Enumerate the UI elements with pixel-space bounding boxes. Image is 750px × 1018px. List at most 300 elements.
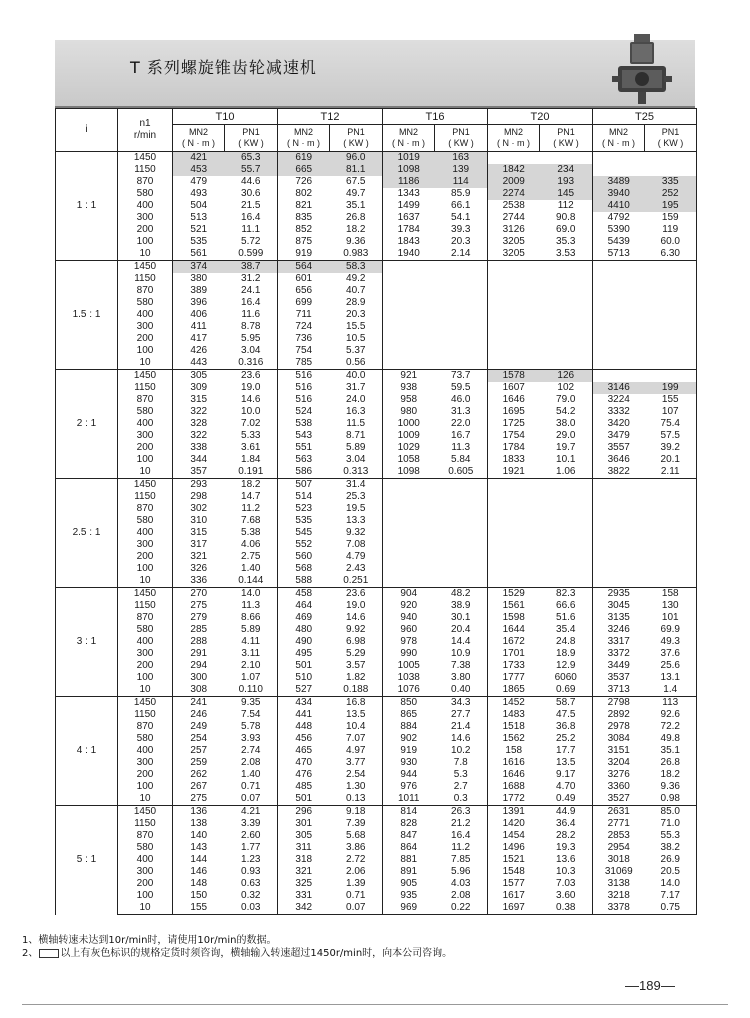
mn2-cell: 311 [278,842,330,854]
mn2-cell: 501 [278,660,330,672]
pn1-cell: 54.2 [556,406,576,417]
pn1-cell: 44.6 [241,176,261,187]
pn1-cell [540,479,593,492]
pn1-cell: 2.06 [346,866,366,877]
mn2-cell: 551 [278,442,330,454]
pn1-cell: 20.4 [451,624,471,635]
pn1-cell: 0.22 [435,902,488,915]
mn2-cell: 919 [278,248,330,261]
pn1-cell: 1.84 [241,454,261,465]
mn2-cell [593,551,645,563]
mn2-cell: 3557 [593,442,645,454]
n1-cell: 100 [118,345,173,357]
n1-cell: 870 [118,503,173,515]
n1-cell: 200 [118,878,173,890]
note-2-text: 以上有灰色标识的规格定货时须咨询，横轴输入转速超过1450r/min时，向本公司咨询。 [60,948,453,959]
pn1-cell [435,503,488,515]
mn2-cell [593,563,645,575]
table-row [56,563,697,575]
mn2-cell: 310 [173,515,225,527]
mn2-cell: 902 [383,733,435,745]
mn2-cell [488,479,540,492]
table-row [56,636,697,648]
pn1-cell: 18.2 [346,224,366,235]
pn1-cell: 51.6 [556,612,576,623]
n1-cell: 1150 [118,818,173,830]
ratio-cell: 3 : 1 [56,588,118,697]
table-row [56,224,697,236]
table-row [56,382,697,394]
mn2-cell: 5390 [593,224,645,236]
pn1-cell: 54.1 [451,212,471,223]
mn2-cell: 493 [173,188,225,200]
pn1-cell: 9.17 [556,769,576,780]
pn1-cell: 26.3 [435,806,488,819]
ratio-cell: 1.5 : 1 [56,261,118,370]
n1-cell: 100 [118,781,173,793]
table-row [56,297,697,309]
pn1-cell [540,309,593,321]
pn1-cell: 16.7 [451,430,471,441]
pn1-cell: 0.71 [241,781,261,792]
mn2-cell: 1499 [383,200,435,212]
pn1-cell: 10.9 [451,648,471,659]
pn1-cell: 3.53 [540,248,593,261]
mn2-cell: 150 [173,890,225,902]
mn2-cell: 158 [488,745,540,757]
mn2-cell: 321 [278,866,330,878]
mn2-cell: 516 [278,370,330,383]
pn1-cell: 139 [435,164,488,176]
mn2-cell: 3378 [593,902,645,915]
header-model-t25: T25 [593,109,697,125]
mn2-cell: 524 [278,406,330,418]
pn1-cell [540,491,593,503]
pn1-cell: 16.3 [346,406,366,417]
table-row [56,866,697,878]
table-row [56,466,697,479]
pn1-cell: 23.6 [225,370,278,383]
mn2-cell [488,539,540,551]
mn2-cell: 426 [173,345,225,357]
n1-cell: 1450 [118,697,173,710]
mn2-cell [383,285,435,297]
table-row [56,781,697,793]
pn1-cell: 3.93 [241,733,261,744]
pn1-cell: 37.6 [645,648,697,660]
pn1-cell [435,321,488,333]
mn2-cell: 1186 [383,176,435,188]
mn2-cell: 938 [383,382,435,394]
mn2-cell: 3713 [593,684,645,697]
pn1-cell: 9.32 [346,527,366,538]
table-row [56,902,697,915]
mn2-cell: 1646 [488,394,540,406]
pn1-cell: 17.7 [556,745,576,756]
n1-cell: 100 [118,236,173,248]
pn1-cell: 193 [540,176,593,188]
mn2-cell: 601 [278,273,330,285]
mn2-cell: 3317 [593,636,645,648]
n1-cell: 400 [118,527,173,539]
pn1-cell: 49.8 [645,733,697,745]
mn2-cell: 545 [278,527,330,539]
pn1-cell: 36.4 [556,818,576,829]
mn2-cell: 1843 [383,236,435,248]
mn2-cell: 2631 [593,806,645,819]
table-row [56,745,697,757]
pn1-cell: 14.0 [225,588,278,601]
pn1-cell: 7.85 [451,854,471,865]
n1-cell: 400 [118,418,173,430]
pn1-cell: 75.4 [645,418,697,430]
n1-cell: 870 [118,612,173,624]
pn1-cell: 4.97 [346,745,366,756]
mn2-cell: 561 [173,248,225,261]
pn1-cell: 5.72 [241,236,261,247]
mn2-cell: 305 [278,830,330,842]
mn2-cell: 275 [173,600,225,612]
pn1-cell: 21.5 [241,200,261,211]
mn2-cell: 262 [173,769,225,781]
mn2-cell: 1483 [488,709,540,721]
n1-cell: 1150 [118,273,173,285]
mn2-cell: 510 [278,672,330,684]
mn2-cell: 850 [383,697,435,710]
pn1-cell: 9.35 [225,697,278,710]
pn1-cell: 14.7 [241,491,261,502]
mn2-cell: 305 [173,370,225,383]
mn2-cell: 4410 [593,200,645,212]
mn2-cell [488,551,540,563]
pn1-cell: 21.2 [451,818,471,829]
pn1-cell: 2.14 [435,248,488,261]
pn1-cell: 5.89 [241,624,261,635]
pn1-cell: 31.7 [346,382,366,393]
mn2-cell: 300 [173,672,225,684]
pn1-cell: 25.2 [556,733,576,744]
table-row [56,164,697,176]
mn2-cell: 291 [173,648,225,660]
pn1-cell: 1.40 [241,769,261,780]
mn2-cell: 293 [173,479,225,492]
pn1-cell: 81.1 [330,164,383,176]
pn1-cell: 4.06 [241,539,261,550]
table-row [56,697,697,710]
pn1-cell: 1.77 [241,842,261,853]
pn1-cell: 113 [645,697,697,710]
mn2-cell: 479 [173,176,225,188]
pn1-cell: 7.03 [556,878,576,889]
page-number [625,978,675,993]
pn1-cell [540,527,593,539]
mn2-cell: 1921 [488,466,540,479]
pn1-cell [645,297,697,309]
mn2-cell [593,491,645,503]
mn2-cell: 960 [383,624,435,636]
n1-cell: 400 [118,745,173,757]
mn2-cell: 5439 [593,236,645,248]
mn2-cell: 1865 [488,684,540,697]
mn2-cell [383,563,435,575]
pn1-cell: 5.3 [453,769,468,780]
mn2-cell: 254 [173,733,225,745]
pn1-cell: 0.188 [330,684,383,697]
pn1-cell: 25.6 [645,660,697,672]
pn1-cell: 38.7 [225,261,278,274]
mn2-cell [593,164,645,176]
mn2-cell: 2935 [593,588,645,601]
pn1-cell: 16.4 [241,212,261,223]
pn1-cell: 234 [540,164,593,176]
mn2-cell: 1833 [488,454,540,466]
mn2-cell: 136 [173,806,225,819]
pn1-cell: 90.8 [556,212,576,223]
table-row [56,575,697,588]
n1-cell: 1150 [118,382,173,394]
header-pn1: PN1 ( KW ) [435,125,488,152]
mn2-cell [488,563,540,575]
pn1-cell: 24.8 [556,636,576,647]
mn2-cell: 1420 [488,818,540,830]
table-row [56,321,697,333]
mn2-cell [488,575,540,588]
pn1-cell: 5.96 [451,866,471,877]
mn2-cell: 275 [173,793,225,806]
n1-cell: 580 [118,406,173,418]
mn2-cell: 2798 [593,697,645,710]
mn2-cell: 3135 [593,612,645,624]
header-mn2: MN2 ( N · m ) [383,125,435,152]
mn2-cell [383,491,435,503]
pn1-cell: 67.5 [346,176,366,187]
ratio-cell: 1 : 1 [56,152,118,261]
pn1-cell: 22.0 [451,418,471,429]
table-row [56,357,697,370]
pn1-cell: 0.40 [435,684,488,697]
pn1-cell [435,479,488,492]
note-2-prefix: 2、 [22,948,39,959]
table-row [56,612,697,624]
table-row [56,479,697,492]
pn1-cell [435,345,488,357]
pn1-cell: 11.2 [241,503,261,514]
pn1-cell: 9.36 [645,781,697,793]
mn2-cell: 2538 [488,200,540,212]
mn2-cell: 2892 [593,709,645,721]
pn1-cell: 11.2 [451,842,471,853]
pn1-cell: 1.4 [645,684,697,697]
spec-table [55,108,697,915]
pn1-cell: 5.84 [451,454,471,465]
mn2-cell: 144 [173,854,225,866]
mn2-cell: 1521 [488,854,540,866]
pn1-cell: 7.39 [346,818,366,829]
n1-cell: 10 [118,575,173,588]
pn1-cell: 0.13 [330,793,383,806]
pn1-cell: 0.71 [346,890,366,901]
pn1-cell: 73.7 [435,370,488,383]
pn1-cell: 4.03 [451,878,471,889]
mn2-cell: 317 [173,539,225,551]
table-row [56,152,697,165]
mn2-cell: 2009 [488,176,540,188]
pn1-cell: 13.1 [645,672,697,684]
pn1-cell [645,479,697,492]
pn1-cell: 49.3 [645,636,697,648]
pn1-cell: 26.8 [645,757,697,769]
mn2-cell: 921 [383,370,435,383]
mn2-cell: 288 [173,636,225,648]
pn1-cell [645,357,697,370]
pn1-cell: 2.08 [241,757,261,768]
n1-cell: 200 [118,333,173,345]
pn1-cell: 1.07 [241,672,261,683]
mn2-cell [593,357,645,370]
pn1-cell: 14.6 [451,733,471,744]
mn2-cell [593,333,645,345]
mn2-cell: 257 [173,745,225,757]
page-number-value: 189 [639,978,661,993]
mn2-cell: 485 [278,781,330,793]
pn1-cell: 16.4 [241,297,261,308]
header-n1: n1 r/min [118,109,173,152]
pn1-cell: 114 [435,176,488,188]
mn2-cell: 267 [173,781,225,793]
pn1-cell: 0.56 [330,357,383,370]
n1-cell: 580 [118,733,173,745]
table-row [56,188,697,200]
pn1-cell: 35.4 [556,624,576,635]
mn2-cell [593,152,645,165]
pn1-cell: 0.07 [225,793,278,806]
pn1-cell [540,563,593,575]
n1-cell: 200 [118,660,173,672]
mn2-cell: 976 [383,781,435,793]
n1-cell: 10 [118,684,173,697]
pn1-cell: 2.54 [346,769,366,780]
pn1-cell [645,152,697,165]
pn1-cell [435,273,488,285]
n1-cell: 1150 [118,600,173,612]
pn1-cell: 55.7 [225,164,278,176]
mn2-cell [593,575,645,588]
n1-cell: 1450 [118,806,173,819]
mn2-cell: 904 [383,588,435,601]
n1-cell: 580 [118,842,173,854]
pn1-cell: 158 [645,588,697,601]
mn2-cell [383,551,435,563]
mn2-cell: 315 [173,394,225,406]
pn1-cell: 36.8 [556,721,576,732]
pn1-cell [645,309,697,321]
pn1-cell: 96.0 [330,152,383,165]
mn2-cell: 1005 [383,660,435,672]
mn2-cell: 814 [383,806,435,819]
n1-cell: 300 [118,866,173,878]
mn2-cell: 331 [278,890,330,902]
mn2-cell: 699 [278,297,330,309]
ratio-cell: 2.5 : 1 [56,479,118,588]
mn2-cell: 564 [278,261,330,274]
mn2-cell: 2274 [488,188,540,200]
pn1-cell: 11.5 [346,418,366,429]
pn1-cell: 10.4 [346,721,366,732]
table-row [56,624,697,636]
pn1-cell: 126 [540,370,593,383]
pn1-cell: 0.191 [225,466,278,479]
header-model-t16: T16 [383,109,488,125]
pn1-cell: 10.3 [556,866,576,877]
mn2-cell: 1777 [488,672,540,684]
pn1-cell [540,297,593,309]
mn2-cell: 443 [173,357,225,370]
table-row [56,890,697,902]
mn2-cell: 865 [383,709,435,721]
pn1-cell [645,370,697,383]
mn2-cell: 2954 [593,842,645,854]
pn1-cell: 15.5 [346,321,366,332]
mn2-cell [593,503,645,515]
mn2-cell: 1784 [488,442,540,454]
mn2-cell: 31069 [593,866,645,878]
mn2-cell: 143 [173,842,225,854]
pn1-cell: 82.3 [540,588,593,601]
mn2-cell: 138 [173,818,225,830]
pn1-cell: 0.605 [435,466,488,479]
pn1-cell: 10.5 [346,333,366,344]
pn1-cell: 85.0 [645,806,697,819]
mn2-cell [593,261,645,274]
mn2-cell: 326 [173,563,225,575]
n1-cell: 300 [118,757,173,769]
pn1-cell: 58.3 [330,261,383,274]
mn2-cell: 835 [278,212,330,224]
pn1-cell: 31.3 [451,406,471,417]
mn2-cell: 990 [383,648,435,660]
table-row [56,285,697,297]
n1-cell: 300 [118,212,173,224]
mn2-cell: 3151 [593,745,645,757]
pn1-cell [540,503,593,515]
n1-cell: 200 [118,769,173,781]
pn1-cell: 199 [645,382,697,394]
mn2-cell: 935 [383,890,435,902]
mn2-cell [488,333,540,345]
mn2-cell: 441 [278,709,330,721]
mn2-cell: 940 [383,612,435,624]
mn2-cell: 1598 [488,612,540,624]
mn2-cell: 507 [278,479,330,492]
n1-cell: 870 [118,285,173,297]
pn1-cell: 5.95 [241,333,261,344]
n1-cell: 10 [118,248,173,261]
mn2-cell: 754 [278,345,330,357]
mn2-cell: 146 [173,866,225,878]
table-row [56,721,697,733]
n1-cell: 1150 [118,491,173,503]
mn2-cell: 1029 [383,442,435,454]
table-row [56,878,697,890]
mn2-cell: 1098 [383,466,435,479]
pn1-cell [435,491,488,503]
mn2-cell [383,273,435,285]
pn1-cell: 30.1 [451,612,471,623]
pn1-cell: 4.70 [556,781,576,792]
mn2-cell: 1529 [488,588,540,601]
pn1-cell: 155 [645,394,697,406]
table-row [56,818,697,830]
